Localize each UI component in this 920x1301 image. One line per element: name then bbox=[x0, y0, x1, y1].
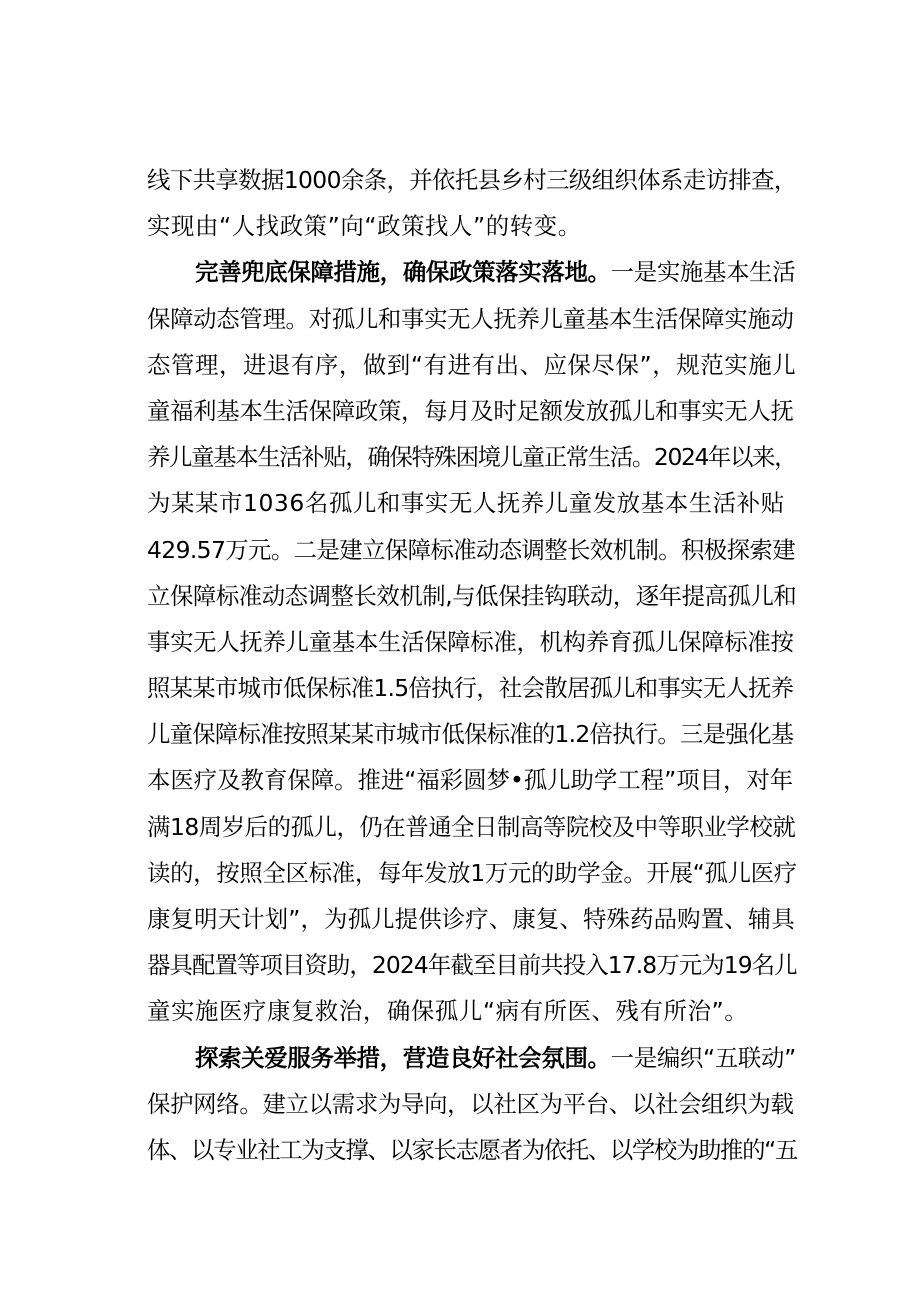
text-line: 事实无人抚养儿童基本生活保障标准，机构养育孤儿保障标准按 bbox=[147, 627, 794, 656]
text-line: 保障动态管理。对孤儿和事实无人抚养儿童基本生活保障实施动 bbox=[147, 304, 794, 333]
section-heading: 完善兜底保障措施，确保政策落实落地。 bbox=[195, 258, 611, 287]
text-line: 童实施医疗康复救治，确保孤儿“病有所医、残有所治”。 bbox=[147, 997, 749, 1026]
text-line: 照某某市城市低保标准1.5倍执行，社会散居孤儿和事实无人抚养 bbox=[147, 674, 794, 703]
text-line: 态管理，进退有序，做到“有进有出、应保尽保”，规范实施儿 bbox=[147, 350, 797, 379]
text-line: 429.57万元。二是建立保障标准动态调整长效机制。积极探索建 bbox=[147, 535, 796, 564]
text-line: 本医疗及教育保障。推进“福彩圆梦•孤儿助学工程”项目，对年 bbox=[147, 766, 794, 795]
text-line: 体、以专业社工为支撑、以家长志愿者为依托、以学校为助推的“五 bbox=[147, 1135, 797, 1164]
text-span: 一是实施基本生活 bbox=[610, 258, 796, 287]
text-line: 立保障标准动态调整长效机制,与低保挂钩联动，逐年提高孤儿和 bbox=[147, 581, 797, 610]
text-line: 养儿童基本生活补贴，确保特殊困境儿童正常生活。2024年以来， bbox=[147, 443, 797, 472]
text-line: 保护网络。建立以需求为导向，以社区为平台、以社会组织为载 bbox=[147, 1089, 794, 1118]
text-line: 读的，按照全区标准，每年发放1万元的助学金。开展“孤儿医疗 bbox=[147, 858, 797, 887]
text-line: 康复明天计划”，为孤儿提供诊疗、康复、特殊药品购置、辅具 bbox=[147, 905, 795, 933]
text-line: 器具配置等项目资助，2024年截至目前共投入17.8万元为19名儿 bbox=[147, 951, 797, 980]
paragraph-2 bbox=[147, 249, 797, 1034]
text-line: 实现由“人找政策”向“政策找人”的转变。 bbox=[147, 212, 582, 241]
paragraph-3 bbox=[147, 1035, 797, 1174]
text-line: 线下共享数据1000余条，并依托县乡村三级组织体系走访排查， bbox=[147, 166, 797, 194]
paragraph-first-line bbox=[147, 1035, 797, 1081]
text-line: 满18周岁后的孤儿，仍在普通全日制高等院校及中等职业学校就 bbox=[147, 812, 796, 841]
paragraph-first-line bbox=[147, 249, 797, 295]
paragraph-1 bbox=[147, 157, 797, 249]
document-body bbox=[147, 157, 797, 1173]
section-heading: 探索关爱服务举措，营造良好社会氛围。 bbox=[195, 1043, 611, 1072]
text-line: 儿童保障标准按照某某市城市低保标准的1.2倍执行。三是强化基 bbox=[147, 720, 794, 749]
text-span: 一是编织“五联动” bbox=[610, 1043, 796, 1072]
text-line: 童福利基本生活保障政策，每月及时足额发放孤儿和事实无人抚 bbox=[147, 396, 794, 425]
text-line: 为某某市1036名孤儿和事实无人抚养儿童发放基本生活补贴 bbox=[147, 489, 785, 518]
